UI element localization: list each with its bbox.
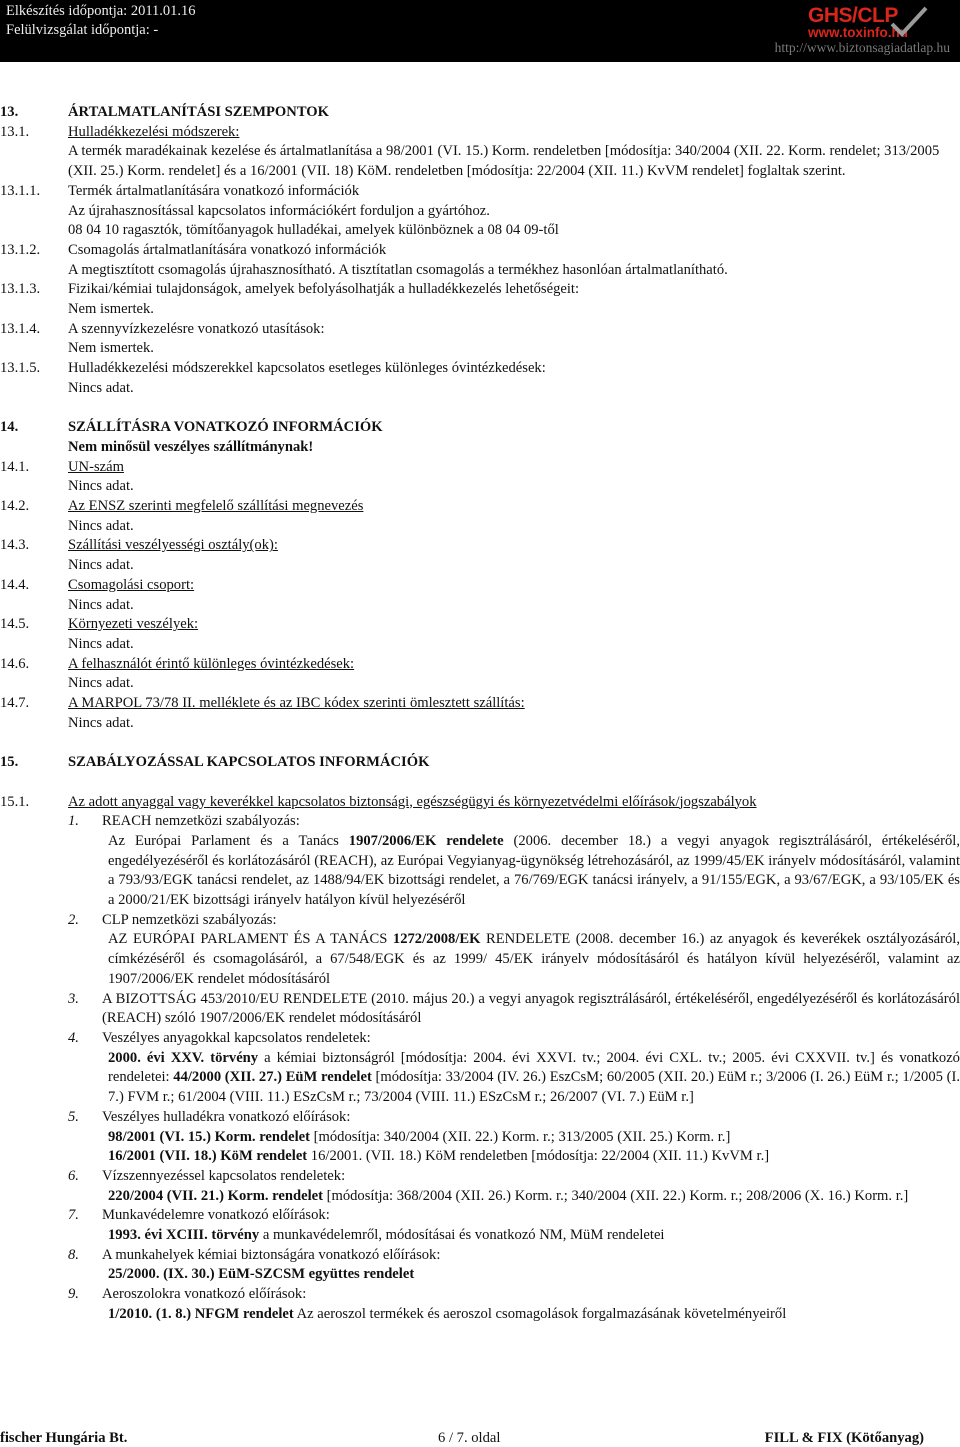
item-13-1-5-value: Nincs adat. (68, 379, 134, 396)
item-13-1-1-line1: Az újrahasznosítással kapcsolatos információkért forduljon a gyártóhoz. (68, 202, 490, 219)
revised-date: Felülvizsgálat időpontja: - (6, 22, 159, 38)
item-15-1: 15.1. Az adott anyaggal vagy keverékkel kapcsolatos biztonsági, egészségügyi és környezetvédelmi előírások/jogszabályok (0, 793, 757, 810)
section-13-heading: 13. ÁRTALMATLANÍTÁSI SZEMPONTOK (0, 104, 329, 120)
logo-url: www.toxinfo.hu (808, 25, 908, 40)
item-14-1-value: Nincs adat. (68, 478, 134, 495)
footer-company: fischer Hungária Bt. (0, 1430, 128, 1446)
header-dates (6, 2, 196, 40)
reg-item-5: 5. Veszélyes hulladékra vonatkozó előírások: (68, 1108, 351, 1125)
reg-item-8: 8. A munkahelyek kémiai biztonságára vonatkozó előírások: (68, 1246, 441, 1263)
item-14-4-value: Nincs adat. (68, 596, 134, 613)
ghs-clp-logo (802, 4, 926, 42)
section-14-heading: 14. SZÁLLÍTÁSRA VONATKOZÓ INFORMÁCIÓK (0, 419, 383, 436)
section-15-heading: 15. SZABÁLYOZÁSSAL KAPCSOLATOS INFORMÁCIÓK (0, 754, 430, 771)
item-13-1-3-value: Nem ismertek. (68, 301, 154, 318)
item-14-2: 14.2. Az ENSZ szerinti megfelelő szállítási megnevezés (0, 498, 364, 515)
item-13-1-5: 13.1.5. Hulladékkezelési módszerekkel kapcsolatos esetleges különleges óvintézkedések: (0, 360, 546, 377)
reg-item-4-text: 2000. évi XXV. törvény a kémiai biztonságról [módosítja: 2004. évi XXVI. tv.; 2004. évi CXL. tv.; 2005. évi CXXVII. tv.] és vonatkozó rendeletei: 44/2000 (XII. 27.) EüM rendelet [módosítja: 33/2004 (IV. 26.) EszCsM; 60/2005 (XII. 20.) EüM r.; 3/2006 (I. 26.) EüM r.; 1/2005 (I. 7.) FVM r.; 61/2004 (VIII. 11.) ESzCsM r.; 73/2004 (VIII. 11.) ESzCsM r.; 26/2007 (VI. 7.) EüM r.] (108, 1049, 960, 1106)
footer-page-number: 6 / 7. oldal (438, 1430, 501, 1446)
reg-item-2-text: AZ EURÓPAI PARLAMENT ÉS A TANÁCS 1272/2008/EK RENDELETE (2008. december 16.) az anyagok és keverékek osztályozásáról, címkézéséről és csomagolásáról, a 67/548/EGK és az 1999/ 45/EK irányelv módosításáról és hatályon kívül helyezéséről, valamint az 1907/2006/EK rendelet módosításáról (108, 931, 960, 987)
section-14-items (0, 458, 960, 734)
reg-item-9-text: 1/2010. (1. 8.) NFGM rendelet Az aeroszol termékek és aeroszol csomagolások forgalmazásának követelményeiről (108, 1305, 787, 1322)
item-13-1-1: 13.1.1. Termék ártalmatlanítására vonatkozó információk (0, 182, 360, 199)
item-13-1-3: 13.1.3. Fizikai/kémiai tulajdonságok, amelyek befolyásolhatják a hulladékkezelés lehetőségeit: (0, 281, 580, 298)
reg-item-7: 7. Munkavédelemre vonatkozó előírások: (68, 1207, 330, 1224)
item-14-5: 14.5. Környezeti veszélyek: (0, 616, 199, 633)
reg-item-5-text-b: 16/2001 (VII. 18.) KöM rendelet 16/2001. (VII. 18.) KöM rendeletben [módosítja: 22/2004 (XII. 11.) KvVM r.] (108, 1148, 770, 1165)
page-header (0, 0, 960, 62)
reg-item-2: 2. CLP nemzetközi szabályozás: (68, 911, 277, 928)
item-14-7: 14.7. A MARPOL 73/78 II. melléklete és az IBC kódex szerinti ömlesztett szállítás: (0, 695, 525, 712)
item-13-1-text: A termék maradékainak kezelése és ártalmatlanítása a 98/2001 (VI. 15.) Korm. rendeletben [módosítja: 340/2004 (XII. 22. Korm. rendelet; 313/2005 (XII. 25.) Korm. rendelet] és a 16/2001 (VII. 18) KöM. rendeletben [módosítja: 22/2004 (XII. 11.) KvVM rendelet] foglaltak szerint. (68, 143, 940, 180)
item-14-5-value: Nincs adat. (68, 635, 134, 652)
item-13-1-4-value: Nem ismertek. (68, 340, 154, 357)
section-14-note: Nem minősül veszélyes szállítmánynak! (68, 438, 314, 455)
logo-title: GHS/CLP (808, 4, 898, 27)
footer-product: FILL & FIX (Kötőanyag) (764, 1430, 924, 1446)
item-14-6: 14.6. A felhasználót érintő különleges óvintézkedések: (0, 655, 355, 672)
document-body (0, 103, 960, 1325)
reg-item-6: 6. Vízszennyezéssel kapcsolatos rendeletek: (68, 1167, 346, 1184)
item-14-1: 14.1. UN-szám (0, 458, 124, 475)
item-14-6-value: Nincs adat. (68, 675, 134, 692)
header-url[interactable]: http://www.biztonsagiadatlap.hu (774, 40, 950, 55)
item-13-1-2: 13.1.2. Csomagolás ártalmatlanítására vonatkozó információk (0, 241, 387, 258)
item-13-1-4: 13.1.4. A szennyvízkezelésre vonatkozó utasítások: (0, 320, 325, 337)
item-13-1-2-line1: A megtisztított csomagolás újrahasznosítható. A tisztítatlan csomagolás a termékhez hasonlóan ártalmatlanítható. (68, 261, 728, 278)
item-13-1: 13.1. Hulladékkezelési módszerek: (0, 123, 240, 140)
reg-item-1-text: Az Európai Parlament és a Tanács 1907/2006/EK rendelete (2006. december 18.) a vegyi anyagok regisztrálásáról, értékeléséről, engedélyezéséről és korlátozásáról (REACH), az Európai Vegyianyag-ügynökség létrehozásáról, az 1999/45/EK irányelv módosításáról, valamint a 793/93/EGK tanácsi rendelet, az 1488/94/EK bizottsági rendelet, a 76/769/EGK tanácsi irányelv, a 91/155/EGK, a 93/67/EGK, a 93/105/EK és a 2000/21/EK bizottsági irányelv hatályon kívül helyezéséről (108, 832, 960, 909)
reg-item-9: 9. Aeroszolokra vonatkozó előírások: (68, 1286, 307, 1303)
reg-item-3: 3. A BIZOTTSÁG 453/2010/EU RENDELETE (2010. május 20.) a vegyi anyagok regisztrálásáról, értékeléséről, engedélyezéséről és korlátozásáról (REACH) szóló 1907/2006/EK rendelet módosításáról (68, 990, 960, 1027)
reg-item-1: 1. REACH nemzetközi szabályozás: (68, 813, 300, 830)
reg-item-4: 4. Veszélyes anyagokkal kapcsolatos rendeletek: (68, 1030, 371, 1046)
item-14-3: 14.3. Szállítási veszélyességi osztály(ok): (0, 537, 278, 554)
reg-item-8-text: 25/2000. (IX. 30.) EüM-SZCSM együttes rendelet (108, 1266, 415, 1283)
reg-item-5-text-a: 98/2001 (VI. 15.) Korm. rendelet [módosítja: 340/2004 (XII. 22.) Korm. r.; 313/2005 (XII. 25.) Korm. r.] (108, 1128, 731, 1145)
created-date: Elkészítés időpontja: 2011.01.16 (6, 3, 196, 19)
checkmark-icon (888, 4, 928, 40)
reg-item-7-text: 1993. évi XCIII. törvény a munkavédelemről, módosításai és vonatkozó NM, MüM rendeletei (108, 1227, 665, 1244)
item-14-3-value: Nincs adat. (68, 557, 134, 574)
item-14-2-value: Nincs adat. (68, 517, 134, 534)
item-14-4: 14.4. Csomagolási csoport: (0, 576, 195, 593)
item-13-1-1-line2: 08 04 10 ragasztók, tömítőanyagok hulladékai, amelyek különböznek a 08 04 09-től (68, 222, 559, 239)
reg-item-6-text: 220/2004 (VII. 21.) Korm. rendelet [módosítja: 368/2004 (XII. 26.) Korm. r.; 340/2004 (XII. 22.) Korm. r.; 208/2006 (X. 16.) Korm. r.] (108, 1187, 909, 1204)
item-14-7-value: Nincs adat. (68, 714, 134, 731)
